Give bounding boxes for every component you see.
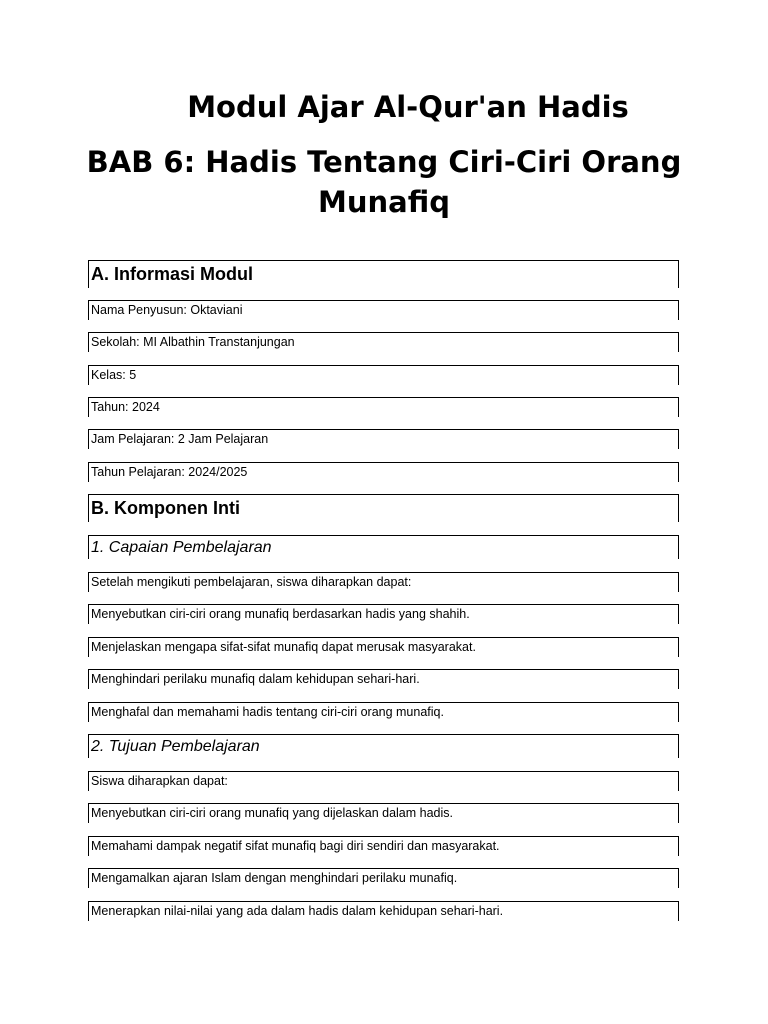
tujuan-heading: 2. Tujuan Pembelajaran bbox=[88, 734, 679, 758]
tujuan-item: Menerapkan nilai-nilai yang ada dalam hadis dalam kehidupan sehari-hari. bbox=[88, 901, 679, 921]
info-lesson-hours: Jam Pelajaran: 2 Jam Pelajaran bbox=[88, 429, 679, 449]
info-author: Nama Penyusun: Oktaviani bbox=[88, 300, 679, 320]
tujuan-item: Memahami dampak negatif sifat munafiq bagi diri sendiri dan masyarakat. bbox=[88, 836, 679, 856]
tujuan-item: Mengamalkan ajaran Islam dengan menghindari perilaku munafiq. bbox=[88, 868, 679, 888]
section-a-heading: A. Informasi Modul bbox=[88, 260, 679, 288]
info-school: Sekolah: MI Albathin Transtanjungan bbox=[88, 332, 679, 352]
section-b-heading: B. Komponen Inti bbox=[88, 494, 679, 522]
capaian-item: Menyebutkan ciri-ciri orang munafiq berdasarkan hadis yang shahih. bbox=[88, 604, 679, 624]
capaian-item: Menjelaskan mengapa sifat-sifat munafiq dapat merusak masyarakat. bbox=[88, 637, 679, 657]
info-class: Kelas: 5 bbox=[88, 365, 679, 385]
document-title: Modul Ajar Al-Qur'an Hadis bbox=[187, 90, 629, 124]
tujuan-item: Menyebutkan ciri-ciri orang munafiq yang dijelaskan dalam hadis. bbox=[88, 803, 679, 823]
chapter-title: BAB 6: Hadis Tentang Ciri-Ciri Orang Munafiq bbox=[86, 145, 682, 219]
info-year: Tahun: 2024 bbox=[88, 397, 679, 417]
info-academic-year: Tahun Pelajaran: 2024/2025 bbox=[88, 462, 679, 482]
capaian-heading: 1. Capaian Pembelajaran bbox=[88, 535, 679, 559]
capaian-intro: Setelah mengikuti pembelajaran, siswa diharapkan dapat: bbox=[88, 572, 679, 592]
tujuan-intro: Siswa diharapkan dapat: bbox=[88, 771, 679, 791]
capaian-item: Menghindari perilaku munafiq dalam kehidupan sehari-hari. bbox=[88, 669, 679, 689]
capaian-item: Menghafal dan memahami hadis tentang ciri-ciri orang munafiq. bbox=[88, 702, 679, 722]
